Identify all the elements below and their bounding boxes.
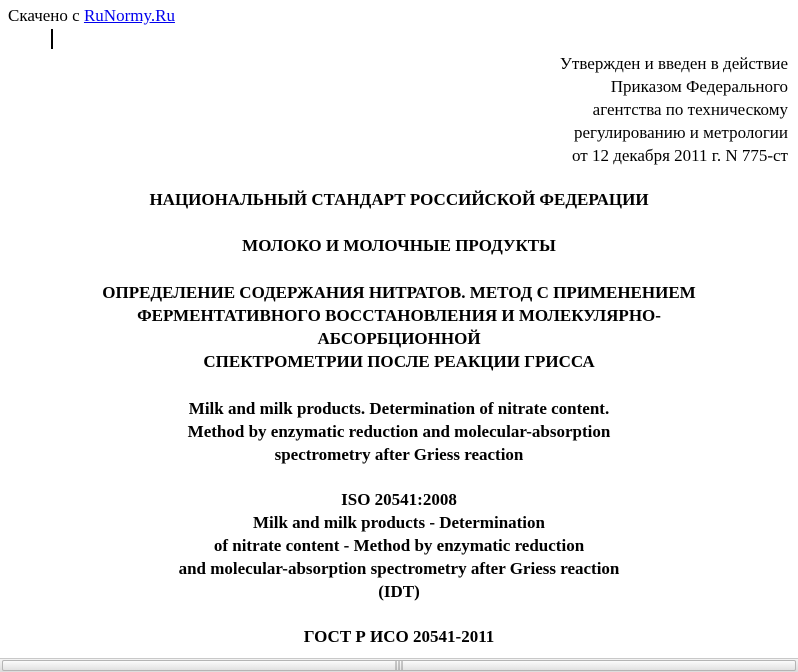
method-line: СПЕКТРОМЕТРИИ ПОСЛЕ РЕАКЦИИ ГРИССА	[203, 352, 595, 371]
horizontal-scrollbar[interactable]	[0, 658, 798, 672]
national-standard-text: НАЦИОНАЛЬНЫЙ СТАНДАРТ РОССИЙСКОЙ ФЕДЕРАЦИИ	[149, 190, 649, 209]
approval-line: Приказом Федерального	[610, 77, 788, 96]
english-line: Milk and milk products. Determination of nitrate content.	[188, 399, 610, 418]
iso-line: ISO 20541:2008	[341, 490, 457, 509]
approval-block	[388, 52, 788, 167]
approval-line: регулированию и метрологии	[573, 123, 788, 142]
method-line: АБСОРБЦИОННОЙ	[317, 329, 481, 348]
scrollbar-thumb[interactable]	[2, 660, 796, 671]
english-title	[0, 397, 798, 466]
text-cursor	[51, 29, 53, 49]
iso-line: of nitrate content - Method by enzymatic reduction	[213, 536, 585, 555]
product-text: МОЛОКО И МОЛОЧНЫЕ ПРОДУКТЫ	[242, 236, 556, 255]
iso-reference	[0, 488, 798, 603]
iso-line: Milk and milk products - Determination	[252, 513, 545, 532]
gost-designation	[0, 625, 798, 648]
method-line: ФЕРМЕНТАТИВНОГО ВОССТАНОВЛЕНИЯ И МОЛЕКУЛЯРНО-	[137, 306, 661, 325]
source-link[interactable]: RuNormy.Ru	[83, 6, 175, 25]
method-line: ОПРЕДЕЛЕНИЕ СОДЕРЖАНИЯ НИТРАТОВ. МЕТОД С ПРИМЕНЕНИЕМ	[102, 283, 696, 302]
grip-icon: |||	[394, 661, 404, 671]
source-line	[8, 6, 175, 26]
english-line: Method by enzymatic reduction and molecular-absorption	[187, 422, 611, 441]
national-standard-heading	[0, 188, 798, 211]
approval-line: агентства по техническому	[592, 100, 788, 119]
source-prefix: Скачено с	[8, 6, 84, 25]
english-line: spectrometry after Griess reaction	[274, 445, 524, 464]
gost-text: ГОСТ Р ИСО 20541-2011	[303, 627, 495, 646]
method-heading	[0, 281, 798, 373]
product-heading	[0, 234, 798, 257]
iso-line: and molecular-absorption spectrometry after Griess reaction	[178, 559, 620, 578]
approval-line: от 12 декабря 2011 г. N 775-ст	[571, 146, 788, 165]
iso-line: (IDT)	[378, 582, 420, 601]
approval-line: Утвержден и введен в действие	[559, 54, 788, 73]
